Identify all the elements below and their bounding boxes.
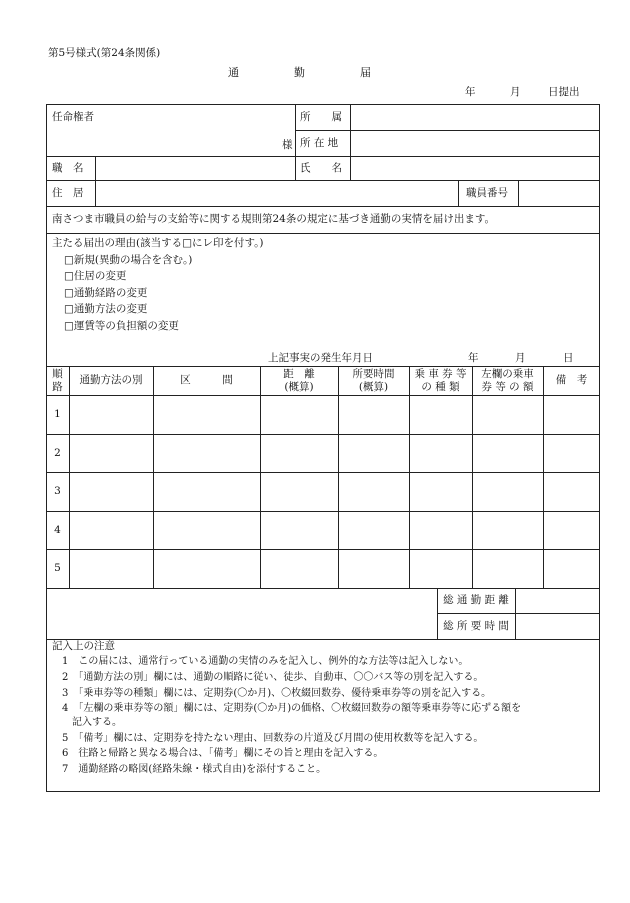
header-time-2: (概算)	[358, 381, 389, 393]
note-item: 2 「通勤方法の別」欄には、通勤の順路に従い、徒歩、自動車、〇〇バス等の別を記入する。	[62, 672, 484, 683]
location-field[interactable]	[351, 131, 599, 156]
date-month: 月	[510, 86, 521, 98]
form-id: 第5号様式(第24条関係)	[48, 47, 161, 59]
name-label: 氏 名	[300, 162, 342, 174]
row-number: 5	[54, 562, 61, 574]
appointer-label: 任命権者	[52, 111, 94, 123]
row-number: 1	[54, 408, 61, 420]
row-number: 3	[54, 485, 61, 497]
position-label: 職 名	[52, 162, 84, 174]
header-amount-1: 左欄の乗車	[481, 368, 534, 380]
header-time-1: 所要時間	[352, 368, 395, 380]
note-item: 5 「備考」欄には、定期券を持たない理由、回数券の片道及び月間の使用枚数等を記入する。	[62, 733, 484, 744]
occurrence-date-label: 上記事実の発生年月日	[268, 352, 373, 364]
note-item: 6 往路と帰路と異なる場合は、「備考」欄にその旨と理由を記入する。	[62, 748, 384, 759]
header-method: 通勤方法の別	[79, 374, 143, 386]
rule	[409, 366, 410, 588]
employee-no-field[interactable]	[519, 181, 599, 206]
reason-option-method[interactable]: □通勤方法の変更	[64, 303, 148, 315]
rule	[69, 366, 70, 588]
rule	[458, 180, 459, 206]
name-field[interactable]	[351, 157, 599, 180]
rule	[338, 366, 339, 588]
total-distance-label: 総 通 勤 距 離	[443, 594, 509, 606]
header-amount-2: 券 等 の 額	[481, 381, 534, 393]
note-item: 7 通勤経路の略図(経路朱線・様式自由)を添付すること。	[62, 764, 327, 775]
form-title: 通 勤 届	[228, 66, 371, 79]
reason-option-route[interactable]: □通勤経路の変更	[64, 287, 148, 299]
date-year: 年	[465, 86, 476, 98]
total-time-label: 総 所 要 時 間	[443, 620, 509, 632]
note-item: 3 「乗車券等の種類」欄には、定期券(〇か月)、〇枚綴回数券、優待乗車券等の別を記入する。	[62, 688, 492, 699]
row-number: 2	[54, 447, 61, 459]
rule	[543, 366, 544, 588]
rule	[46, 233, 600, 234]
affiliation-field[interactable]	[351, 105, 599, 130]
location-label: 所 在 地	[300, 137, 339, 149]
address-label: 住 居	[52, 187, 84, 199]
rule	[46, 206, 600, 207]
note-item: 1 この届には、通常行っている通勤の実情のみを記入し、例外的な方法等は記入しない。	[62, 656, 469, 667]
rule	[46, 395, 600, 396]
header-order-1: 順	[52, 368, 63, 380]
rule	[295, 104, 296, 180]
header-remarks: 備 考	[555, 374, 588, 386]
occurrence-year: 年	[468, 352, 479, 364]
rule	[153, 366, 154, 588]
rule	[46, 366, 600, 367]
position-field[interactable]	[96, 157, 295, 180]
row-number: 4	[54, 524, 61, 536]
notes-heading: 記入上の注意	[52, 640, 115, 652]
rule	[472, 366, 473, 588]
header-ticket-1: 乗 車 券 等	[414, 368, 467, 380]
rule	[46, 549, 600, 550]
header-order-2: 路	[52, 381, 63, 393]
header-distance-2: (概算)	[284, 381, 314, 393]
occurrence-day: 日	[563, 352, 574, 364]
rule	[260, 366, 261, 588]
affiliation-label: 所 属	[300, 111, 342, 123]
header-distance-1: 距 離	[283, 368, 315, 380]
reason-option-new[interactable]: □新規(異動の場合を含む。)	[64, 254, 193, 266]
header-section: 区 間	[180, 374, 233, 386]
note-item: 記入する。	[62, 717, 122, 728]
reason-heading: 主たる届出の理由(該当する□にレ印を付す。)	[52, 237, 264, 249]
header-ticket-2: の 種 類	[421, 381, 460, 393]
declaration-text: 南さつま市職員の給与の支給等に関する規則第24条の規定に基づき通勤の実情を届け出ます。	[52, 213, 496, 225]
reason-option-residence[interactable]: □住居の変更	[64, 270, 127, 282]
rule	[46, 434, 600, 435]
total-distance-field[interactable]	[516, 589, 599, 613]
sama-label: 様	[282, 139, 293, 151]
date-day: 日提出	[548, 86, 580, 98]
reason-option-fare[interactable]: □運賃等の負担額の変更	[64, 320, 179, 332]
note-item: 4 「左欄の乗車券等の額」欄には、定期券(〇か月)の価格、〇枚綴回数券の額等乗車券等に応ずる額を	[62, 703, 522, 714]
address-field[interactable]	[96, 181, 458, 206]
rule	[46, 639, 600, 640]
rule	[46, 511, 600, 512]
rule	[46, 472, 600, 473]
occurrence-month: 月	[515, 352, 526, 364]
employee-no-label: 職員番号	[466, 187, 508, 199]
total-time-field[interactable]	[516, 614, 599, 639]
